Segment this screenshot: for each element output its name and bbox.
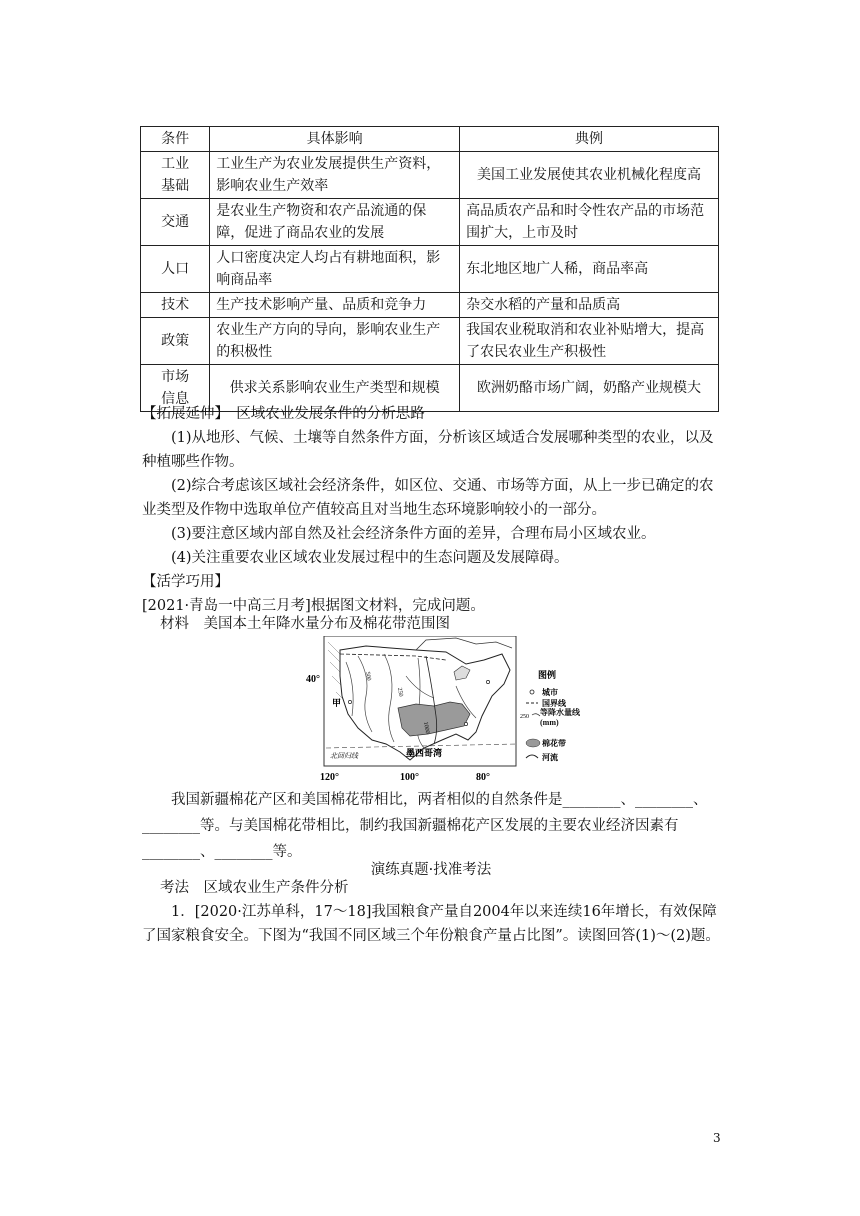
lon-label: 120° [320, 772, 339, 782]
isohyet-label: 500 [364, 671, 372, 682]
cell-condition: 交通 [141, 199, 210, 246]
table-row [141, 246, 719, 293]
table-row [141, 293, 719, 318]
question-1: 1．[2020·江苏单科，17～18]我国粮食产量自2004年以来连续16年增长，有效保障了国家粮食安全。下图为“我国不同区域三个年份粮食产量占比图”。读图回答(1)～(2)题。 [142, 904, 720, 944]
cell-condition: 工业 基础 [141, 152, 210, 199]
isohyet-label: 1000 [422, 721, 431, 735]
header-effect: 具体影响 [210, 127, 460, 152]
extension-item-3: (3)要注意区域内部自然及社会经济条件方面的差异，合理布局小区域农业。 [171, 526, 656, 542]
gulf-label: 墨西哥湾 [406, 748, 443, 758]
cell-effect: 供求关系影响农业生产类型和规模 [210, 365, 460, 412]
cell-example: 东北地区地广人稀，商品率高 [460, 246, 719, 293]
cell-example: 杂交水稻的产量和品质高 [460, 293, 719, 318]
lat-label: 40° [306, 674, 320, 685]
legend-river: 河流 [542, 753, 558, 762]
river-legend-icon [526, 755, 538, 758]
extension-item-4: (4)关注重要农业区域农业发展过程中的生态问题及发展障碍。 [171, 550, 569, 566]
legend-border: 国界线 [542, 699, 566, 708]
practice-source: [2021·青岛一中高三月考]根据图文材料，完成问题。 [142, 598, 485, 614]
lon-label: 80° [476, 772, 490, 782]
header-condition: 条件 [141, 127, 210, 152]
practice-question: 我国新疆棉花产区和美国棉花带相比，两者相似的自然条件是________、________、________等。与美国棉花带相比，制约我国新疆棉花产区发展的主要农业经济因素有________、________等。 [142, 792, 708, 860]
cell-condition: 市场 信息 [141, 365, 210, 412]
cell-effect: 人口密度决定人均占有耕地面积，影响商品率 [210, 246, 460, 293]
legend-title: 图例 [538, 670, 557, 680]
legend-isohyet: 等降水量线 (mm) [540, 708, 580, 727]
table-row [141, 199, 719, 246]
tropic-label: 北回归线 [330, 752, 358, 760]
cell-example: 欧洲奶酪市场广阔，奶酪产业规模大 [460, 365, 719, 412]
city-icon [530, 690, 534, 694]
extension-item-1: (1)从地形、气候、土壤等自然条件方面，分析该区域适合发展哪种类型的农业，以及种植哪些作物。 [142, 430, 714, 470]
table-header-row [141, 127, 719, 152]
method-heading: 考法 区域农业生产条件分析 [160, 880, 349, 896]
legend-cotton: 棉花带 [542, 739, 566, 748]
place-jia: 甲 [332, 698, 342, 708]
cell-condition: 人口 [141, 246, 210, 293]
map-legend [520, 669, 600, 762]
cell-condition: 技术 [141, 293, 210, 318]
section-title: 演练真题·找准考法 [370, 862, 492, 878]
lon-label: 100° [400, 772, 419, 782]
cell-effect: 生产技术影响产量、品质和竞争力 [210, 293, 460, 318]
legend-250: 250 [520, 714, 529, 720]
isohyet-label: 250 [396, 687, 404, 698]
practice-material: 材料 美国本土年降水量分布及棉花带范围图 [160, 616, 450, 632]
table-row [141, 152, 719, 199]
cell-effect: 是农业生产物资和农产品流通的保障，促进了商品农业的发展 [210, 199, 460, 246]
extension-item-2: (2)综合考虑该区域社会经济条件，如区位、交通、市场等方面，从上一步已确定的农业类型及作物中选取单位产值较高且对当地生态环境影响较小的一部分。 [142, 478, 714, 518]
isohyet-legend-icon [532, 714, 540, 716]
conditions-table [140, 126, 719, 412]
cell-example: 高品质农产品和时令性农产品的市场范围扩大，上市及时 [460, 199, 719, 246]
practice-heading: 【活学巧用】 [142, 574, 229, 590]
page-number: 3 [713, 1131, 721, 1145]
cell-effect: 工业生产为农业发展提供生产资料，影响农业生产效率 [210, 152, 460, 199]
header-example: 典例 [460, 127, 719, 152]
cotton-legend-icon [526, 739, 540, 747]
cell-condition: 政策 [141, 318, 210, 365]
table-row [141, 318, 719, 365]
legend-city: 城市 [542, 688, 558, 697]
cell-effect: 农业生产方向的导向，影响农业生产的积极性 [210, 318, 460, 365]
cell-example: 美国工业发展使其农业机械化程度高 [460, 152, 719, 199]
extension-heading: 【拓展延伸】 区域农业发展条件的分析思路 [142, 406, 425, 422]
cell-example: 我国农业税取消和农业补贴增大，提高了农民农业生产积极性 [460, 318, 719, 365]
us-precipitation-cotton-map [306, 636, 608, 782]
